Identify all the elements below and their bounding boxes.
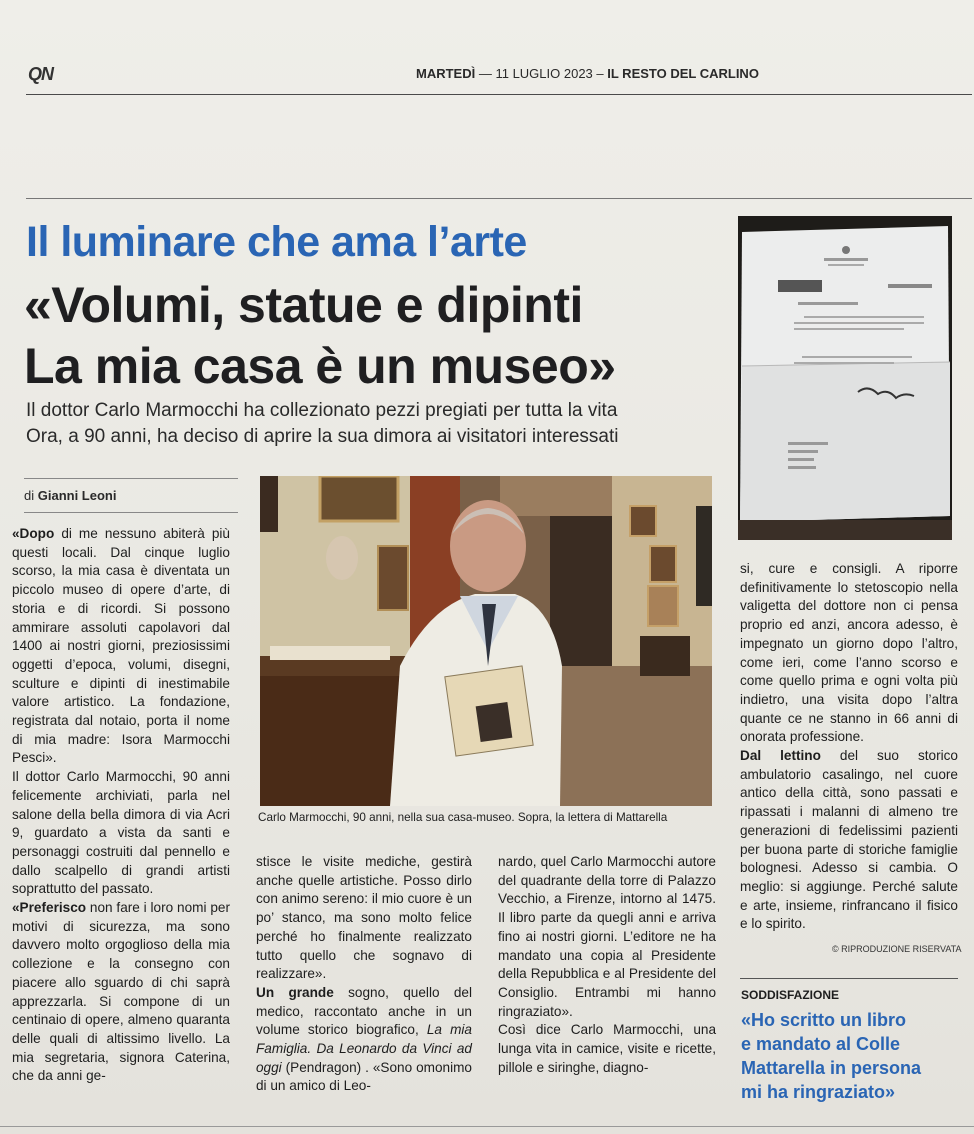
sidebox-label: SODDISFAZIONE <box>741 988 840 1002</box>
paragraph: si, cure e consigli. A riporre definitivamente lo stetoscopio nella valigetta del dottore non ci pensa proprio ed anzi, ancora adesso, è impegnato un giorno dopo l’altro, come ieri, come l’anno scorso e come quello prima e ogni volta più indietro, una visita dopo l’altra quante ce ne stanno in 66 anni di onorata professione. <box>740 561 958 745</box>
sidebox-quote-line-3: Mattarella in persona <box>741 1058 922 1078</box>
photo-illustration <box>260 476 712 806</box>
paragraph <box>12 525 230 768</box>
masthead-rule <box>26 94 972 95</box>
byline-prefix: di <box>24 488 35 503</box>
book-title: La mia Famiglia. Da Leonardo da Vinci ad oggi <box>256 1022 472 1075</box>
sidebox-rule <box>740 978 958 979</box>
paragraph-text: del suo storico ambulatorio casalingo, nel cuore antico della città, sono passati e ripassati i malanni di almeno tre generazioni di fedelissimi pazienti per buona parte di storiche famiglie bolognesi. Adesso si cambia. O meglio: si aggiunge. Perché salute e arte, insieme, rinfrancano il fisico e lo spirito. <box>740 748 958 932</box>
letter-illustration <box>738 216 952 540</box>
sidebox-quote-line-2: e mandato al Colle <box>741 1034 901 1054</box>
copyright-notice: © RIPRODUZIONE RISERVATA <box>832 944 962 954</box>
photo-marmocchi-casa-museo <box>260 476 712 806</box>
photo-mattarella-letter <box>738 216 952 540</box>
article-column-2 <box>256 853 472 1096</box>
paragraph <box>12 899 230 1086</box>
paragraph: nardo, quel Carlo Marmocchi autore del quadrante della torre di Palazzo Vecchio, a Firenze, intorno al 1475. Il libro parte da quegli anni e arriva fino ai nostri giorni. L’editore ne ha mandato una copia al Presidente della Repubblica e al Presidente del Consiglio. Entrambi mi hanno ringraziato». <box>498 854 716 1019</box>
paragraph: stisce le visite mediche, gestirà anche quelle artistiche. Posso dirlo con animo sereno: il mio cuore è un po’ stanco, ma sono molto felice perché ho finalmente realizzato tutto quello che sognavo di realizzare». <box>256 854 472 982</box>
paragraph-lead: «Dopo <box>12 526 55 541</box>
article-column-1 <box>12 525 230 1086</box>
paragraph-text: (Pendragon) . «Sono omonimo di un amico di Leo- <box>256 1059 472 1094</box>
sidebox-quote-line-1: «Ho scritto un libro <box>741 1010 907 1030</box>
headline-title <box>24 275 616 397</box>
paragraph-text: di me nessuno abiterà più questi locali. Dal cinque luglio scorso, la mia casa è diventata un piccolo museo di opere d’arte, di storia e di ricordi. Si possono ammirare assoluti capolavori dal 1400 ai nostri giorni, preziosissimi oggetti d’epoca, volumi, disegni, sculture e dipinti di inestimabile valore artistico. La fondazione, registrata dal notaio, porta il nome di mia madre: Isora Marmocchi Pesci». <box>12 526 230 766</box>
section-rule <box>26 198 972 199</box>
article-column-3 <box>498 853 716 1077</box>
dateline-paper: IL RESTO DEL CARLINO <box>607 66 759 81</box>
article-column-4 <box>740 560 958 934</box>
paragraph: Così dice Carlo Marmocchi, una lunga vita in camice, visite e ricette, pillole e siringhe, diagno- <box>498 1022 716 1075</box>
paragraph: Il dottor Carlo Marmocchi, 90 anni felicemente archiviati, parla nel salone della bella dimora di via Acri 9, guardato a vista da santi e personaggi costruiti dal pennello e dallo scalpello di grandi artisti soprattutto del passato. <box>12 769 230 897</box>
paragraph-text: non fare i loro nomi per motivi di sicurezza, ma sono davvero molto orgoglioso della mia collezione e la consegno con piacere allo sguardo di chi saprà apprezzarla. Si compone di un centinaio di opere, almeno quaranta delle quali di altissimo livello. La mia segretaria, signora Caterina, che da anni ge- <box>12 900 230 1084</box>
qn-logo: QN <box>28 64 53 84</box>
bottom-rule <box>0 1126 974 1127</box>
paragraph-text: sogno, quello del medico, raccontato anche in un volume storico biografico, <box>256 984 472 1038</box>
paragraph <box>256 984 472 1096</box>
dateline-day: MARTEDÌ <box>416 66 476 81</box>
dateline-date: — 11 LUGLIO 2023 – <box>478 66 604 81</box>
deck-line-2: Ora, a 90 anni, ha deciso di aprire la sua dimora ai visitatori interessati <box>26 426 619 447</box>
headline-kicker: Il luminare che ama l’arte <box>26 218 527 266</box>
headline-title-line-1: «Volumi, statue e dipinti <box>24 277 583 333</box>
sidebox-quote <box>741 1008 921 1104</box>
paragraph <box>740 747 958 934</box>
sidebox-quote-line-4: mi ha ringraziato» <box>741 1082 896 1102</box>
photo-caption: Carlo Marmocchi, 90 anni, nella sua casa-museo. Sopra, la lettera di Mattarella <box>258 811 668 824</box>
byline-rule-top <box>24 478 238 479</box>
paragraph-lead: «Preferisco <box>12 900 87 916</box>
paragraph-lead: Dal lettino <box>740 748 821 764</box>
headline-deck <box>26 398 618 450</box>
byline-rule-bottom <box>24 512 238 513</box>
dateline <box>416 66 759 81</box>
byline-author: Gianni Leoni <box>37 488 117 503</box>
paragraph-lead: Un grande <box>256 984 334 1000</box>
headline-title-line-2: La mia casa è un museo» <box>24 338 616 394</box>
byline <box>24 488 116 503</box>
deck-line-1: Il dottor Carlo Marmocchi ha collezionato pezzi pregiati per tutta la vita <box>26 400 618 421</box>
